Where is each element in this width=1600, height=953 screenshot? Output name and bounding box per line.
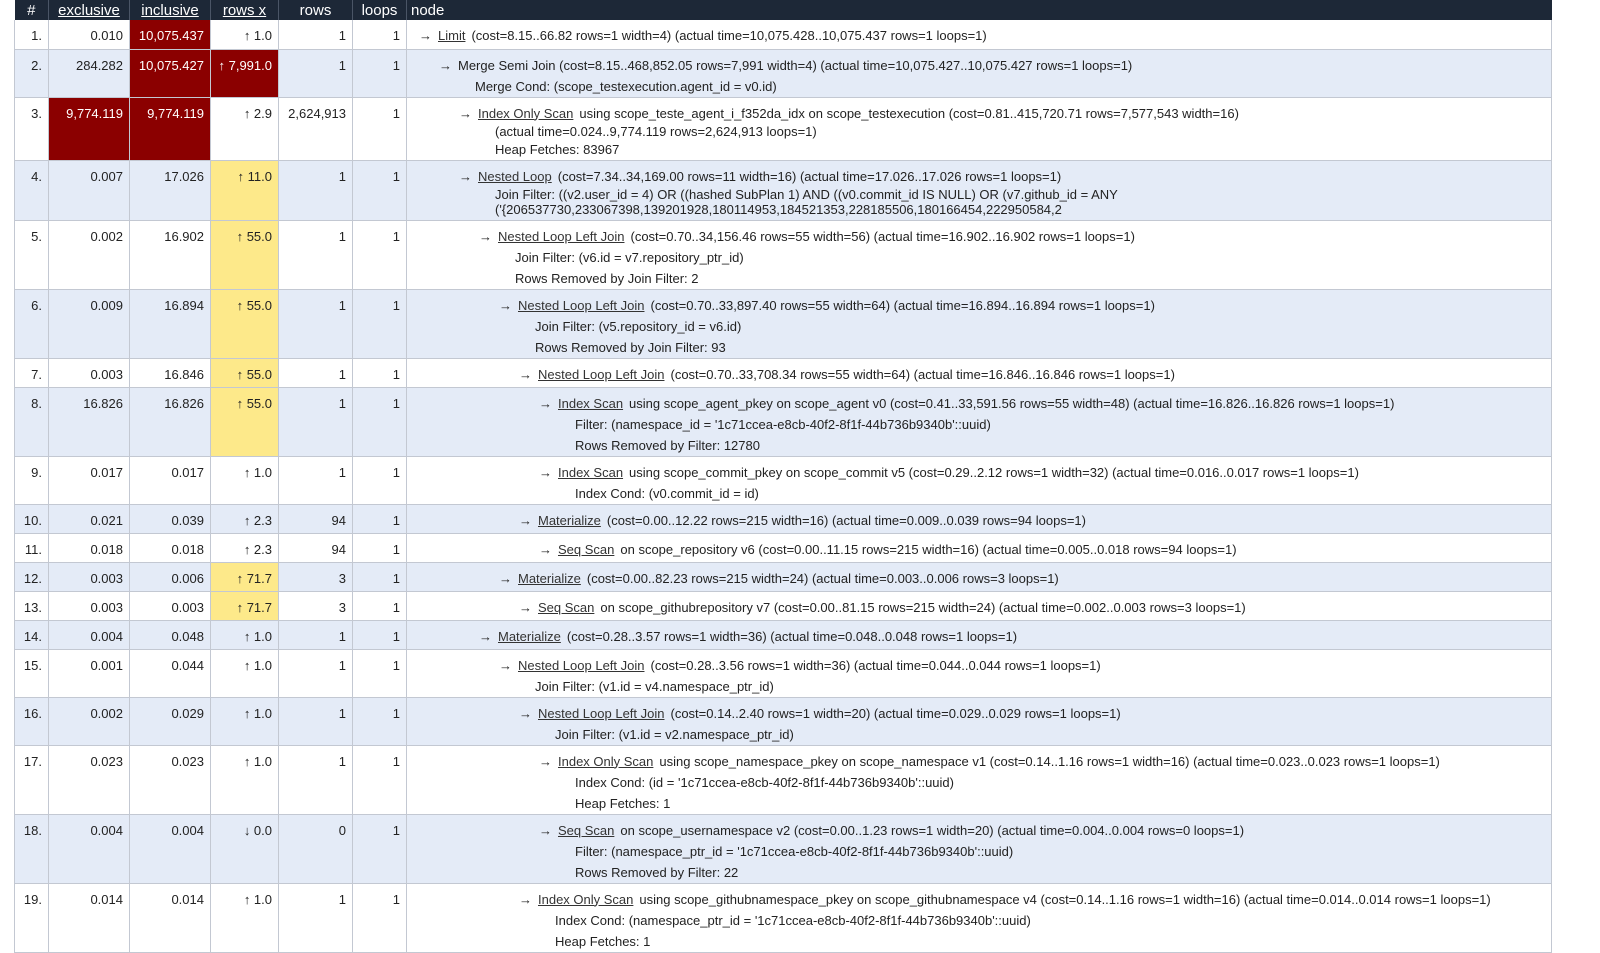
plan-node	[407, 883, 1552, 952]
arrow-right-icon: →	[539, 395, 552, 411]
node-extra-info: Filter: (namespace_ptr_id = '1c71ccea-e8cb-40f2-8f1f-44b736b9340b'::uuid)	[575, 843, 1014, 859]
rows-estimate-factor: ↑ 1.0	[211, 649, 279, 697]
node-main-line	[415, 539, 1545, 560]
node-main-line	[415, 751, 1545, 772]
exclusive-time: 0.001	[49, 649, 130, 697]
exclusive-time: 9,774.119	[49, 97, 130, 160]
rows-count: 1	[279, 387, 353, 456]
row-number: 12.	[15, 562, 49, 591]
node-operation-link[interactable]: Nested Loop	[478, 168, 552, 184]
node-main-line	[415, 462, 1545, 483]
inclusive-time: 0.023	[130, 745, 211, 814]
col-header-rows: rows	[279, 0, 353, 20]
rows-estimate-factor: ↑ 1.0	[211, 697, 279, 745]
inclusive-time: 16.894	[130, 289, 211, 358]
rows-count: 1	[279, 289, 353, 358]
plan-node	[407, 814, 1552, 883]
plan-node	[407, 591, 1552, 620]
node-main-line	[415, 626, 1545, 647]
node-extra-info: Heap Fetches: 1	[575, 795, 671, 811]
inclusive-time: 0.039	[130, 504, 211, 533]
loops-count: 1	[353, 220, 407, 289]
rows-count: 1	[279, 358, 353, 387]
rows-count: 0	[279, 814, 353, 883]
exclusive-time: 0.004	[49, 814, 130, 883]
loops-count: 1	[353, 97, 407, 160]
plan-node	[407, 504, 1552, 533]
plan-node	[407, 533, 1552, 562]
rows-estimate-factor: ↑ 2.3	[211, 533, 279, 562]
exclusive-time: 0.003	[49, 591, 130, 620]
plan-body	[15, 20, 1552, 952]
node-detail: using scope_githubnamespace_pkey on scope_githubnamespace v4 (cost=0.14..1.16 rows=1 width=16) (actual time=0.014..0.014 rows=1 loops=1)	[639, 891, 1491, 907]
row-number: 4.	[15, 160, 49, 220]
arrow-right-icon: →	[519, 599, 532, 615]
plan-node	[407, 289, 1552, 358]
node-operation-link[interactable]: Limit	[438, 28, 466, 43]
node-operation-link[interactable]: Nested Loop Left Join	[498, 228, 625, 244]
node-extra-info: Heap Fetches: 83967	[495, 141, 620, 157]
plan-node	[407, 49, 1552, 97]
explain-plan-view	[14, 0, 1552, 953]
rows-count: 1	[279, 883, 353, 952]
exclusive-time: 0.003	[49, 562, 130, 591]
node-main-line	[415, 295, 1545, 316]
node-main-line	[415, 820, 1545, 841]
col-header-exclusive[interactable]	[49, 0, 130, 20]
node-main-line	[415, 655, 1545, 676]
node-main-line	[415, 703, 1545, 724]
node-extra-info: Index Cond: (v0.commit_id = id)	[575, 485, 759, 501]
inclusive-time: 0.017	[130, 456, 211, 504]
node-extra-info: Rows Removed by Join Filter: 93	[535, 339, 726, 355]
node-main-line	[415, 25, 1545, 46]
rows-estimate-factor: ↓ 0.0	[211, 814, 279, 883]
row-number: 6.	[15, 289, 49, 358]
loops-count: 1	[353, 387, 407, 456]
exclusive-time: 0.010	[49, 20, 130, 49]
node-operation-link[interactable]: Nested Loop Left Join	[538, 705, 665, 721]
node-operation-link[interactable]: Nested Loop Left Join	[538, 366, 665, 382]
table-header-row	[15, 0, 1552, 20]
plan-node	[407, 620, 1552, 649]
rows-estimate-factor: ↑ 55.0	[211, 387, 279, 456]
node-main-line	[415, 103, 1545, 124]
node-detail: (cost=7.34..34,169.00 rows=11 width=16) (actual time=17.026..17.026 rows=1 loops=1)	[557, 168, 1062, 184]
rows-estimate-factor: ↑ 11.0	[211, 160, 279, 220]
explain-plan-table	[14, 0, 1552, 953]
rows-estimate-factor: ↑ 55.0	[211, 289, 279, 358]
plan-row	[15, 745, 1552, 814]
rows-count: 1	[279, 697, 353, 745]
node-operation-link[interactable]: Nested Loop Left Join	[518, 657, 645, 673]
exclusive-time: 0.002	[49, 220, 130, 289]
node-extra-info: Index Cond: (namespace_ptr_id = '1c71ccea-e8cb-40f2-8f1f-44b736b9340b'::uuid)	[555, 912, 1031, 928]
node-operation-link[interactable]: Nested Loop Left Join	[518, 297, 645, 313]
plan-node	[407, 562, 1552, 591]
sort-rowsx-link[interactable]: rows x	[222, 1, 267, 19]
rows-count: 3	[279, 591, 353, 620]
inclusive-time: 0.029	[130, 697, 211, 745]
plan-node	[407, 697, 1552, 745]
node-main-line	[415, 889, 1545, 910]
inclusive-time: 10,075.427	[130, 49, 211, 97]
plan-row	[15, 220, 1552, 289]
rows-count: 94	[279, 504, 353, 533]
plan-node	[407, 20, 1552, 49]
node-main-line	[415, 364, 1545, 385]
plan-node	[407, 160, 1552, 220]
plan-node	[407, 456, 1552, 504]
col-header-loops: loops	[353, 0, 407, 20]
node-detail: Merge Semi Join (cost=8.15..468,852.05 rows=7,991 width=4) (actual time=10,075.427..10,075.427 rows=1 loops=1)	[458, 57, 1133, 73]
node-extra-info: Merge Cond: (scope_testexecution.agent_id = v0.id)	[475, 78, 777, 94]
loops-count: 1	[353, 649, 407, 697]
inclusive-time: 0.003	[130, 591, 211, 620]
row-number: 8.	[15, 387, 49, 456]
rows-count: 1	[279, 745, 353, 814]
node-operation-link[interactable]: Index Scan	[558, 395, 624, 411]
row-number: 17.	[15, 745, 49, 814]
arrow-right-icon: →	[499, 297, 512, 313]
rows-count: 1	[279, 620, 353, 649]
plan-row	[15, 387, 1552, 456]
node-extra-info: Rows Removed by Filter: 22	[575, 864, 739, 880]
rows-count: 1	[279, 649, 353, 697]
node-extra-info: Join Filter: (v5.repository_id = v6.id)	[535, 318, 742, 334]
loops-count: 1	[353, 456, 407, 504]
node-main-line	[415, 568, 1545, 589]
node-detail: (cost=0.70..33,897.40 rows=55 width=64) (actual time=16.894..16.894 rows=1 loops=1)	[650, 297, 1155, 313]
rows-estimate-factor: ↑ 1.0	[211, 745, 279, 814]
node-detail: (cost=0.00..82.23 rows=215 width=24) (actual time=0.003..0.006 rows=3 loops=1)	[586, 570, 1059, 586]
plan-node	[407, 220, 1552, 289]
node-operation-link[interactable]: Materialize	[538, 512, 601, 528]
col-header-inclusive[interactable]	[130, 0, 211, 20]
rows-count: 2,624,913	[279, 97, 353, 160]
rows-estimate-factor: ↑ 55.0	[211, 358, 279, 387]
loops-count: 1	[353, 562, 407, 591]
arrow-right-icon: →	[479, 228, 492, 244]
rows-estimate-factor: ↑ 55.0	[211, 220, 279, 289]
row-number: 1.	[15, 20, 49, 49]
plan-row	[15, 358, 1552, 387]
node-extra-info: Index Cond: (id = '1c71ccea-e8cb-40f2-8f1f-44b736b9340b'::uuid)	[575, 774, 954, 790]
node-extra-info: Rows Removed by Join Filter: 2	[515, 270, 699, 286]
row-number: 3.	[15, 97, 49, 160]
arrow-right-icon: →	[519, 366, 532, 382]
node-operation-link[interactable]: Index Only Scan	[558, 753, 654, 769]
arrow-right-icon: →	[459, 168, 472, 184]
arrow-right-icon: →	[519, 705, 532, 721]
plan-row	[15, 97, 1552, 160]
arrow-right-icon: →	[519, 891, 532, 907]
node-extra-info: Join Filter: (v1.id = v4.namespace_ptr_id)	[535, 678, 774, 694]
arrow-right-icon: →	[539, 822, 552, 838]
rows-count: 3	[279, 562, 353, 591]
rows-estimate-factor: ↑ 1.0	[211, 20, 279, 49]
arrow-right-icon: →	[419, 28, 432, 43]
inclusive-time: 0.018	[130, 533, 211, 562]
node-operation-link[interactable]: Seq Scan	[558, 822, 615, 838]
rows-count: 1	[279, 456, 353, 504]
exclusive-time: 16.826	[49, 387, 130, 456]
rows-estimate-factor: ↑ 1.0	[211, 620, 279, 649]
row-number: 14.	[15, 620, 49, 649]
col-header-num: #	[15, 0, 49, 20]
node-main-line	[415, 597, 1545, 618]
node-main-line	[415, 166, 1545, 187]
plan-row	[15, 620, 1552, 649]
loops-count: 1	[353, 533, 407, 562]
row-number: 5.	[15, 220, 49, 289]
exclusive-time: 0.003	[49, 358, 130, 387]
rows-count: 1	[279, 160, 353, 220]
inclusive-time: 0.014	[130, 883, 211, 952]
loops-count: 1	[353, 620, 407, 649]
node-extra-info: Join Filter: (v6.id = v7.repository_ptr_id)	[515, 249, 744, 265]
arrow-right-icon: →	[439, 57, 452, 73]
loops-count: 1	[353, 289, 407, 358]
loops-count: 1	[353, 160, 407, 220]
inclusive-time: 0.004	[130, 814, 211, 883]
arrow-right-icon: →	[459, 105, 472, 121]
row-number: 15.	[15, 649, 49, 697]
node-detail: (cost=0.00..12.22 rows=215 width=16) (actual time=0.009..0.039 rows=94 loops=1)	[606, 512, 1086, 528]
exclusive-time: 0.018	[49, 533, 130, 562]
rows-estimate-factor: ↑ 7,991.0	[211, 49, 279, 97]
col-header-node: node	[407, 0, 1552, 20]
node-operation-link[interactable]: Materialize	[518, 570, 581, 586]
exclusive-time: 0.002	[49, 697, 130, 745]
node-operation-link[interactable]: Index Only Scan	[478, 105, 574, 121]
plan-node	[407, 387, 1552, 456]
node-detail: using scope_namespace_pkey on scope_namespace v1 (cost=0.14..1.16 rows=1 width=16) (actual time=0.023..0.023 rows=1 loops=1)	[659, 753, 1440, 769]
node-extra-info: Heap Fetches: 1	[555, 933, 651, 949]
rows-count: 1	[279, 49, 353, 97]
arrow-right-icon: →	[539, 464, 552, 480]
rows-count: 1	[279, 220, 353, 289]
node-detail: (cost=0.14..2.40 rows=1 width=20) (actual time=0.029..0.029 rows=1 loops=1)	[670, 705, 1121, 721]
arrow-right-icon: →	[479, 628, 492, 644]
row-number: 13.	[15, 591, 49, 620]
loops-count: 1	[353, 814, 407, 883]
node-detail: (cost=0.70..34,156.46 rows=55 width=56) (actual time=16.902..16.902 rows=1 loops=1)	[630, 228, 1135, 244]
node-extra-info: Join Filter: ((v2.user_id = 4) OR ((hashed SubPlan 1) AND ((v0.commit_id IS NULL) OR (v7.github_id = ANY	[495, 186, 1118, 202]
plan-row	[15, 49, 1552, 97]
rows-estimate-factor: ↑ 1.0	[211, 456, 279, 504]
exclusive-time: 0.023	[49, 745, 130, 814]
row-number: 10.	[15, 504, 49, 533]
node-detail: (cost=8.15..66.82 rows=1 width=4) (actual time=10,075.428..10,075.437 rows=1 loops=1)	[471, 28, 987, 43]
row-number: 16.	[15, 697, 49, 745]
loops-count: 1	[353, 697, 407, 745]
exclusive-time: 0.007	[49, 160, 130, 220]
loops-count: 1	[353, 504, 407, 533]
exclusive-time: 0.014	[49, 883, 130, 952]
node-extra-info: Join Filter: (v1.id = v2.namespace_ptr_id)	[555, 726, 794, 742]
plan-row	[15, 697, 1552, 745]
plan-row	[15, 649, 1552, 697]
plan-node	[407, 745, 1552, 814]
inclusive-time: 9,774.119	[130, 97, 211, 160]
loops-count: 1	[353, 20, 407, 49]
inclusive-time: 0.048	[130, 620, 211, 649]
plan-node	[407, 649, 1552, 697]
node-detail: using scope_agent_pkey on scope_agent v0 (cost=0.41..33,591.56 rows=55 width=48) (actual time=16.826..16.826 rows=1 loops=1)	[629, 395, 1395, 411]
node-detail: on scope_usernamespace v2 (cost=0.00..1.23 rows=1 width=20) (actual time=0.004..0.004 rows=0 loops=1)	[620, 822, 1245, 838]
plan-row	[15, 456, 1552, 504]
plan-row	[15, 591, 1552, 620]
plan-node	[407, 358, 1552, 387]
inclusive-time: 16.902	[130, 220, 211, 289]
inclusive-time: 0.044	[130, 649, 211, 697]
loops-count: 1	[353, 745, 407, 814]
node-extra-info: (actual time=0.024..9,774.119 rows=2,624,913 loops=1)	[495, 123, 817, 139]
rows-estimate-factor: ↑ 71.7	[211, 591, 279, 620]
row-number: 7.	[15, 358, 49, 387]
plan-row	[15, 289, 1552, 358]
plan-row	[15, 562, 1552, 591]
node-detail: (cost=0.70..33,708.34 rows=55 width=64) (actual time=16.846..16.846 rows=1 loops=1)	[670, 366, 1175, 382]
node-extra-info: ('{206537730,233067398,139201928,180114953,184521353,228185506,180166454,222950584,2	[495, 201, 1062, 217]
node-operation-link[interactable]: Seq Scan	[538, 599, 595, 615]
node-main-line	[415, 393, 1545, 414]
node-main-line	[415, 55, 1545, 76]
node-detail: (cost=0.28..3.56 rows=1 width=36) (actual time=0.044..0.044 rows=1 loops=1)	[650, 657, 1101, 673]
node-operation-link[interactable]: Index Only Scan	[538, 891, 634, 907]
rows-estimate-factor: ↑ 1.0	[211, 883, 279, 952]
node-detail: on scope_repository v6 (cost=0.00..11.15 rows=215 width=16) (actual time=0.005..0.018 rows=94 loops=1)	[620, 541, 1237, 557]
exclusive-time: 0.017	[49, 456, 130, 504]
node-operation-link[interactable]: Index Scan	[558, 464, 624, 480]
node-detail: using scope_teste_agent_i_f352da_idx on scope_testexecution (cost=0.81..415,720.71 rows=7,577,543 width=16)	[579, 105, 1239, 121]
node-detail: (cost=0.28..3.57 rows=1 width=36) (actual time=0.048..0.048 rows=1 loops=1)	[566, 628, 1018, 644]
plan-row	[15, 533, 1552, 562]
loops-count: 1	[353, 591, 407, 620]
inclusive-time: 10,075.437	[130, 20, 211, 49]
plan-node	[407, 97, 1552, 160]
plan-row	[15, 504, 1552, 533]
exclusive-time: 0.009	[49, 289, 130, 358]
arrow-right-icon: →	[499, 657, 512, 673]
loops-count: 1	[353, 883, 407, 952]
inclusive-time: 0.006	[130, 562, 211, 591]
rows-estimate-factor: ↑ 2.9	[211, 97, 279, 160]
node-main-line	[415, 510, 1545, 531]
arrow-right-icon: →	[499, 570, 512, 586]
plan-row	[15, 814, 1552, 883]
rows-estimate-factor: ↑ 2.3	[211, 504, 279, 533]
sort-inclusive-link[interactable]: inclusive	[141, 1, 199, 19]
arrow-right-icon: →	[519, 512, 532, 528]
node-extra-info: Filter: (namespace_id = '1c71ccea-e8cb-40f2-8f1f-44b736b9340b'::uuid)	[575, 416, 991, 432]
node-operation-link[interactable]: Seq Scan	[558, 541, 615, 557]
row-number: 9.	[15, 456, 49, 504]
node-detail: on scope_githubrepository v7 (cost=0.00..81.15 rows=215 width=24) (actual time=0.002..0.003 rows=3 loops=1)	[600, 599, 1246, 615]
plan-row	[15, 20, 1552, 49]
sort-exclusive-link[interactable]: exclusive	[58, 1, 120, 19]
rows-count: 1	[279, 20, 353, 49]
exclusive-time: 0.004	[49, 620, 130, 649]
row-number: 2.	[15, 49, 49, 97]
inclusive-time: 17.026	[130, 160, 211, 220]
loops-count: 1	[353, 49, 407, 97]
col-header-rowsx[interactable]	[211, 0, 279, 20]
node-operation-link[interactable]: Materialize	[498, 628, 561, 644]
arrow-right-icon: →	[539, 753, 552, 769]
exclusive-time: 0.021	[49, 504, 130, 533]
rows-estimate-factor: ↑ 71.7	[211, 562, 279, 591]
loops-count: 1	[353, 358, 407, 387]
plan-row	[15, 883, 1552, 952]
row-number: 18.	[15, 814, 49, 883]
row-number: 19.	[15, 883, 49, 952]
node-main-line	[415, 226, 1545, 247]
inclusive-time: 16.846	[130, 358, 211, 387]
plan-row	[15, 160, 1552, 220]
row-number: 11.	[15, 533, 49, 562]
node-extra-info: Rows Removed by Filter: 12780	[575, 437, 760, 453]
node-detail: using scope_commit_pkey on scope_commit v5 (cost=0.29..2.12 rows=1 width=32) (actual time=0.016..0.017 rows=1 loops=1)	[629, 464, 1359, 480]
rows-count: 94	[279, 533, 353, 562]
exclusive-time: 284.282	[49, 49, 130, 97]
inclusive-time: 16.826	[130, 387, 211, 456]
arrow-right-icon: →	[539, 541, 552, 557]
